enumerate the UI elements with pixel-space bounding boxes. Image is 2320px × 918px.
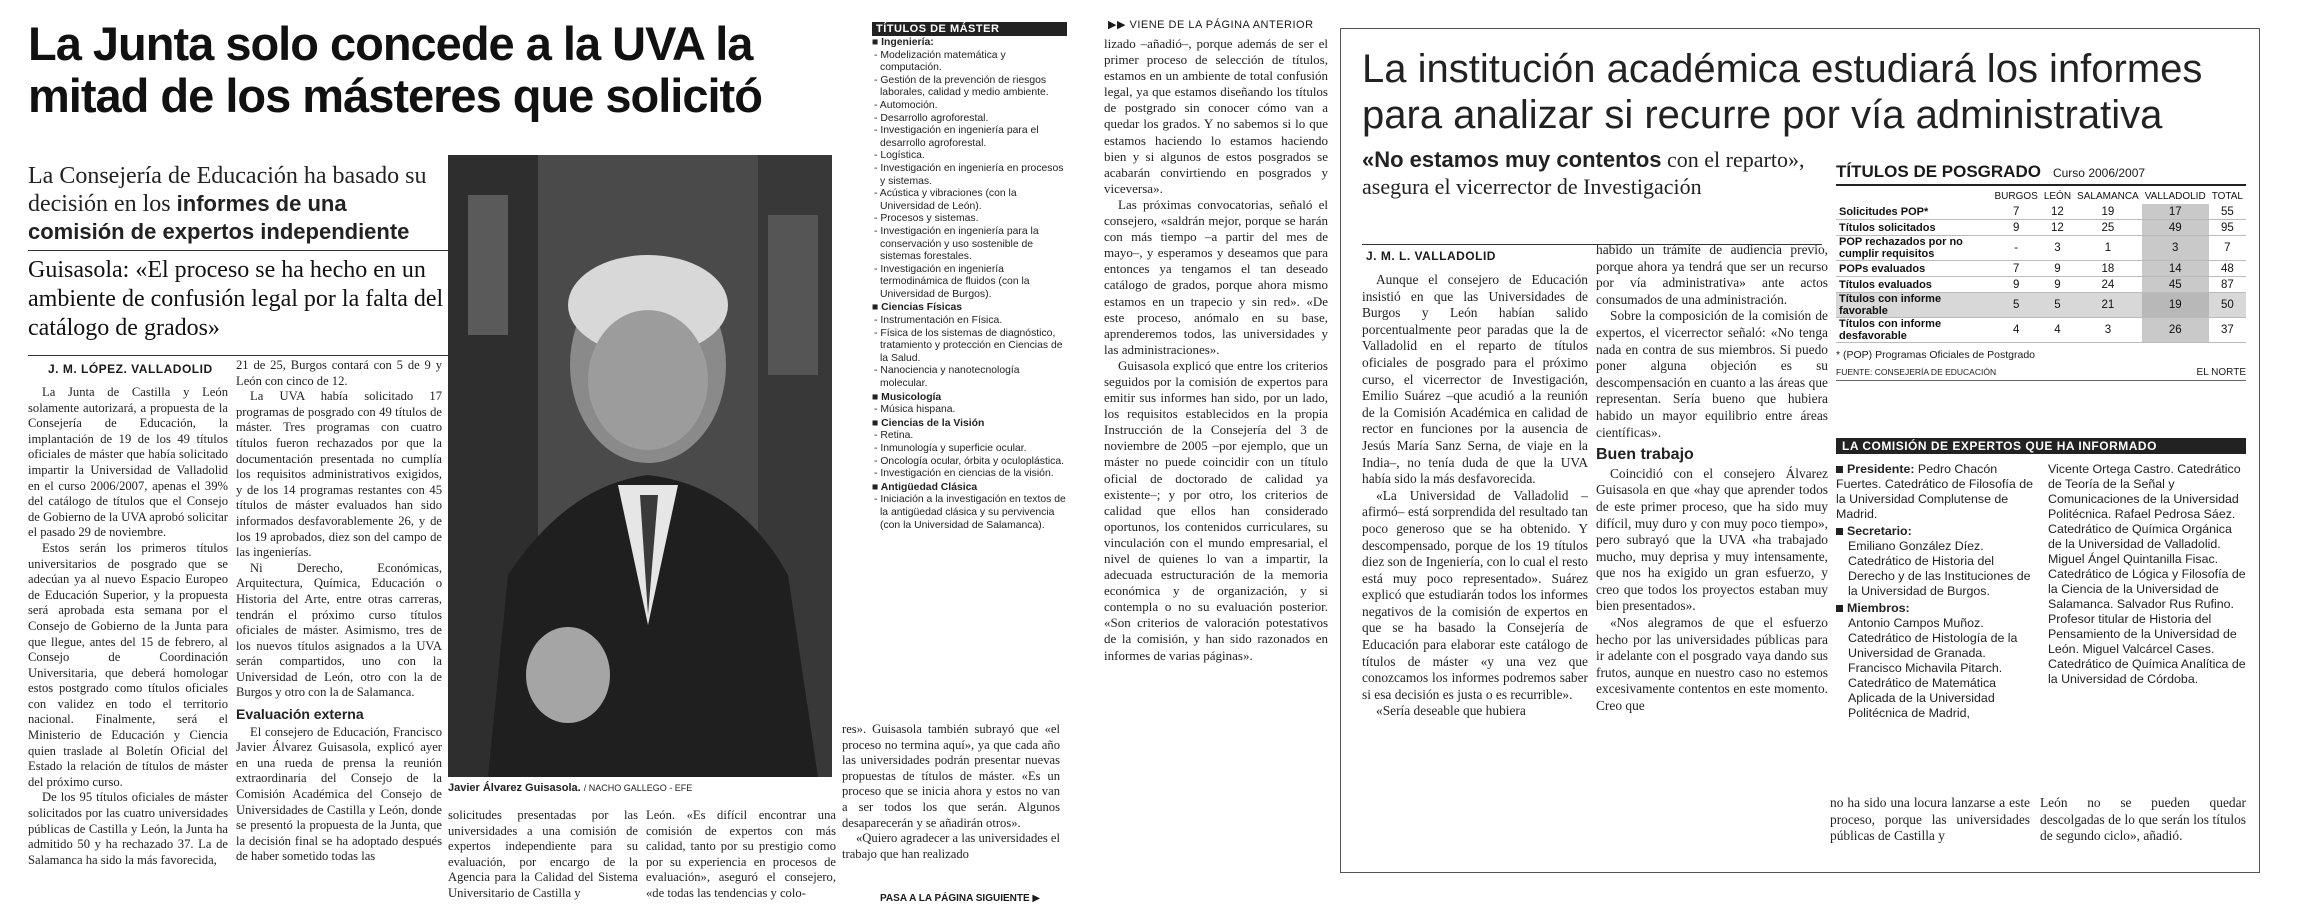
page1-column-1 [28,385,228,905]
sidebar-item: - Investigación en ciencias de la visión. [874,468,1054,480]
posgrado-table-block [1836,162,2246,381]
row-label: Títulos con informe favorable [1836,293,1991,318]
column-header: SALAMANCA [2077,190,2139,202]
paragraph: Guisasola explicó que entre los criterios seguidos por la comisión de expertos para emitir sus informes han sido, por un lado, los requisitos establecidos en la propia Instrucción de la Consejería del 3 de noviembre de 2005 –por ejemplo, que un máster no puede coincidir con un título oficial de doctorado de calidad ya existente–; y por otro, los criterios de calidad que ellos han considerado oportunos, los contenidos curriculares, su vinculación con el mundo empresarial, el nivel de quienes lo van a impartir, la adecuada estructuración de la memoria económica y de organización, y si contempla o no su evaluación posterior. «Son criterios de valoración potestativos de la comisión, y han sido razonados en informes de varias páginas». [1104,357,1328,663]
page1-pull-quote: Guisasola: «El proceso se ha hecho en un ambiente de confusión legal por la falta del catálogo de grados» [28,257,444,341]
table-cell: 9 [2041,277,2074,293]
table-cell: 50 [2209,293,2246,318]
page1-column-2 [236,358,442,918]
divider [28,355,448,356]
table-cell: 24 [2074,277,2142,293]
table-cell: 18 [2074,261,2142,277]
deck-rest: con el reparto», asegura el vicerrector de Investigación [1362,147,1805,199]
table-header-row [1836,188,2246,204]
row-label: Títulos con informe desfavorable [1836,318,1991,343]
sidebar-category: ■ Antigüedad Clásica [872,481,978,493]
bullet-square-icon [1836,528,1843,535]
sidebar-heading: TÍTULOS DE MÁSTER [872,22,1067,36]
paragraph: Las próximas convocatorias, señaló el consejero, «saldrán mejor, porque se harán con más tiempo –a partir del mes de mayo–, y esperamos y deseamos que para entonces ya tengamos el tan deseado catálogo de grados, porque ahora mismo estamos en un trapecio y sin red». «De este proceso, anómalo en su base, aprenderemos todos, las universidades y las administraciones». [1104,196,1328,357]
table-cell: 14 [2142,261,2209,277]
paragraph: Coincidió con el consejero Álvarez Guisasola en que «hay que aprender todos de este primer proceso, que ha sido muy difícil, muy duro y con muy poco tiempo», pero subrayó que la UVA «ha trabajado mucho, muy deprisa y muy intensamente, que nos ha exigido un gran esfuerzo, y creo que todos los proyectos estaban muy bien presentados». [1596,465,1828,614]
posgrado-table [1836,188,2246,343]
table-cell: 55 [2209,204,2246,220]
column-header: VALLADOLID [2144,190,2206,202]
sidebar-item: - Investigación en ingeniería para la conservación y uso sostenible de sistemas forestales. [874,225,1039,263]
sidebar-item: - Acústica y vibraciones (con la Universidad de León). [874,188,1017,212]
middle-column [1104,36,1328,896]
sidebar-item: - Oncología ocular, órbita y oculoplástica. [874,455,1065,467]
secretary-entry [1836,524,2042,539]
table-cell: 26 [2142,318,2209,343]
sidebar-category: ■ Ingeniería: [872,37,934,48]
row-label: POPs evaluados [1836,261,1991,277]
table-source: FUENTE: CONSEJERÍA DE EDUCACIÓN [1836,367,1997,377]
subtitle-part-b: informes de una comisión de expertos independiente [28,191,410,244]
paragraph: lizado –añadió–, porque además de ser el primer proceso de selección de títulos, estamos en un ambiente de total confusión legal, ya que estamos diseñando los títulos de postgrado sin conocer cómo van a quedar los grados. Y no sabemos si lo que estamos haciendo lo estamos haciendo bien y si algunos de estos posgrados se acabarán convirtiendo en posgrados y viceversa». [1104,36,1328,196]
sidebar-item: - Iniciación a la investigación en textos de la antigüedad clásica y su pervivencia (con la Universidad de Salamanca). [874,494,1066,531]
paragraph: La UVA había solicitado 17 programas de posgrado con 49 títulos de máster. Tres programas con cuatro títulos fueron rechazados por que la documentación presentada no cumplía los requisitos administrativos exigidos, y de los 14 programas restantes con 45 títulos de máster evaluados han sido informados desfavorablemente 26, y de los 19 aprobados, diez son del campo de las ingenierías. [236,389,442,560]
table-cell: 3 [2041,236,2074,261]
paragraph: «La Universidad de Valladolid –afirmó– está sorprendida del resultado tan poco generoso que se ha obtenido. Y descompensado, porque de los 19 títulos diez son de Ingeniería, con lo cual el resto está muy poco representado». Suárez explicó que estudiarán todos los informes negativos de la comisión de expertos en que se ha basado la Consejería de Educación para elaborar este catálogo de títulos de máster «y una vez que conozcamos los informes podremos saber si esa decisión es justa o es recurrible». [1362,487,1588,702]
secretary-text: Emiliano González Díez. Catedrático de Historia del Derecho y de las Instituciones de la Universidad de Burgos. [1848,539,2031,598]
table-cell: 5 [1991,293,2040,318]
table-row [1836,236,2246,261]
table-cell: 5 [2041,293,2074,318]
table-row [1836,220,2246,236]
paragraph: 21 de 25, Burgos contará con 5 de 9 y León con cinco de 12. [236,358,442,388]
table-cell: 3 [2142,236,2209,261]
members-entry [1836,601,2042,616]
paragraph: De los 95 títulos oficiales de máster solicitados por las cuatro universidades públicas de Castilla y León, la Junta ha admitido 50 y ha rechazado 37. La de Salamanca ha sido la más favorecida, [28,790,228,867]
page2-column-1 [1362,272,1588,872]
page2-byline: J. M. L. VALLADOLID [1366,249,1496,263]
table-course: Curso 2006/2007 [2052,166,2146,180]
sidebar-item: - Investigación en ingeniería termodinámica de fluidos (con la Universidad de Burgos). [874,263,1030,300]
paragraph: «Quiero agradecer a las universidades el trabajo que han realizado [842,831,1060,861]
sidebar-category: ■ Ciencias Físicas [872,302,963,314]
column-header: BURGOS [1994,190,2038,202]
sidebar-item: - Procesos y sistemas. [874,213,979,225]
bullet-square-icon [1836,466,1843,473]
table-cell: 19 [2142,293,2209,318]
photo-caption [448,782,692,794]
paragraph: León. «Es difícil encontrar una comisión de expertos con más calidad, tanto por su prestigio como por su experiencia en procesos de evaluación», aseguró el consejero, «de todas las tendencias y colo- [646,808,836,900]
table-cell: 37 [2209,318,2246,343]
table-cell: 17 [2142,204,2209,220]
paragraph: Sobre la composición de la comisión de expertos, el vicerrector señaló: «No tenga nada en contra de sus miembros. Si puedo poner alguna objeción es su descompensación en cuanto a las áreas que representan. Sería bueno que hubiera habido un mayor equilibrio entre áreas científicas». [1596,308,1828,440]
subtitle-part-a: La Consejería de Educación ha basado su decisión en los [28,163,427,217]
table-row [1836,277,2246,293]
deck-bold: «No estamos muy contentos [1362,147,1662,172]
continues-label: PASA A LA PÁGINA SIGUIENTE [880,893,1030,904]
row-label: Títulos solicitados [1836,220,1991,236]
sidebar-item: - Modelización matemática y computación. [874,49,1006,74]
table-row [1836,204,2246,220]
sidebar-list [872,37,1067,532]
table-cell: 3 [2074,318,2142,343]
table-cell: 7 [1991,261,2040,277]
page2-column-4: León no se pueden quedar descolgadas de lo que serán los títulos de segundo ciclo», añadió. [2040,795,2246,844]
column-header: TOTAL [2211,190,2243,202]
table-source-row [1836,367,2246,381]
continued-from-previous: ▶▶ VIENE DE LA PÁGINA ANTERIOR [1108,19,1314,31]
table-cell: 25 [2074,220,2142,236]
paragraph: Aunque el consejero de Educación insistió en que las Universidades de Burgos y León habían salido porcentualmente peor paradas que la de Valladolid en el reparto de títulos oficiales de posgrado para el próximo curso, el vicerrector de Investigación, Emilio Suárez –que acudió a la reunión de la Comisión Académica en calidad de rector en funciones por la ausencia de Jesús María Sanz Serna, de viaje en la India–, no tenía duda de que la UVA había sido la más desfavorecida. [1362,272,1588,487]
table-row [1836,293,2246,318]
table-cell: 9 [1991,277,2040,293]
table-cell: 9 [1991,220,2040,236]
table-cell: 48 [2209,261,2246,277]
table-cell: 12 [2041,220,2074,236]
sidebar-item: - Automoción. [874,99,938,111]
portrait-photo [448,155,832,777]
paragraph: La Junta de Castilla y León solamente autorizará, a propuesta de la Consejería de Educación, la implantación de 19 de los 49 títulos oficiales de máster que había solicitado impartir la Universidad de Valladolid en el curso 2006/2007, apenas el 39% del catálogo de títulos que el Consejo de Gobierno de la UVA aprobó solicitar el pasado 29 de noviembre. [28,385,228,540]
commission-heading: LA COMISIÓN DE EXPERTOS QUE HA INFORMADO [1836,438,2246,454]
section-heading: Evaluación externa [236,706,364,723]
table-header [1836,162,2246,186]
table-footnote: * (POP) Programas Oficiales de Postgrado [1836,349,2035,361]
sidebar-category: ■ Ciencias de la Visión [872,417,985,429]
table-cell: 4 [1991,318,2040,343]
section-heading: Buen trabajo [1596,446,1694,464]
table-cell: 95 [2209,220,2246,236]
paragraph: Estos serán los primeros títulos universitarios de posgrado que se adecúan ya al nuevo Espacio Europeo de Educación Superior, y la propuesta será aprobada esta semana por el Consejo de Gobierno de la Junta para que llegue, antes del 15 de febrero, al Consejo de Coordinación Universitaria, que deberá homologar estos postgrado como títulos oficiales con validez en todo el territorio nacional. Finalmente, será el Ministerio de Educación y Ciencia quien traslade al Boletín Oficial del Estado la relación de títulos de máster del próximo curso. [28,540,228,789]
table-cell: 21 [2074,293,2142,318]
paragraph: res». Guisasola también subrayó que «el proceso no termina aquí», ya que cada año las universidades podrán presentar nuevas propuestas de títulos de máster. «Es un proceso que se inicia ahora y estos no van a ser todos los que serán. Algunos desaparecerán y se añadirán otros». [842,722,1060,830]
table-cell: 9 [2041,261,2074,277]
table-cell: - [1991,236,2040,261]
sidebar-item: - Instrumentación en Física. [874,315,1003,327]
photo-credit: / NACHO GALLEGO - EFE [583,783,693,793]
page2-column-3: no ha sido una locura lanzarse a este proceso, porque las universidades públicas de Castilla y [1830,795,2030,844]
sidebar-item: - Inmunología y superficie ocular. [874,443,1027,454]
sidebar-item: - Investigación en ingeniería para el desarrollo agroforestal. [874,125,1039,149]
paragraph: solicitudes presentadas por las universidades a una comisión de expertos independiente para su evaluación, por encargo de la Agencia para la Calidad del Sistema Universitario de Castilla y [448,808,638,900]
table-corner [1836,188,1991,204]
paragraph: «Nos alegramos de que el esfuerzo hecho por las universidades públicas para ir adelante con el posgrado vaya dando sus frutos, aunque en nuestro caso no estemos excesivamente contentos en este momento. Creo que [1596,615,1828,714]
page1-byline: J. M. LÓPEZ. VALLADOLID [48,362,213,376]
paragraph: habido un trámite de audiencia previo, porque ahora ya tendrá que ser un recurso por vía administrativa» ante actos consumados de una administración. [1596,242,1828,307]
sidebar-category: ■ Musicología [872,391,942,403]
sidebar-item: - Retina. [874,430,914,442]
table-cell: 7 [1991,204,2040,220]
sidebar-item: - Investigación en ingeniería en procesos y sistemas. [874,162,1064,187]
commission-right: Vicente Ortega Castro. Catedrático de Teoría de la Señal y Comunicaciones de la Universidad Politécnica. Rafael Pedrosa Sáez. Catedrático de Química Orgánica de la Universidad de Valladolid. Miguel Ángel Quintanilla Fisac. Catedrático de Lógica y Filosofía de la Ciencia de la Universidad de Salamanca. Salvador Rus Rufino. Profesor titular de Historia del Pensamiento de la Universidad de León. Miguel Valcárcel Cases. Catedrático de Química Analítica de la Universidad de Córdoba. [2048,462,2246,686]
divider [28,250,448,251]
page1-headline: La Junta solo concede a la UVA la mitad de los másteres que solicitó [28,17,762,122]
continues-next-page: PASA A LA PÁGINA SIGUIENTE ▶ [880,893,1041,904]
paragraph: Ni Derecho, Económicas, Arquitectura, Química, Educación o Historia del Arte, entre otras carreras, tendrán el próximo curso títulos oficiales de máster. Asimismo, tres de los nuevos títulos asignados a la UVA serán compartidos, uno con la Universidad de León, otro con la de Burgos y otro con la de Salamanca. [236,560,442,700]
page2-headline: La institución académica estudiará los informes para analizar si recurre por vía administrativa [1362,47,2203,137]
bullet-square-icon [1836,605,1843,612]
continued-label: VIENE DE LA PÁGINA ANTERIOR [1129,19,1314,31]
paragraph: «Sería deseable que hubiera [1376,703,1526,719]
president-text: Pedro Chacón Fuertes. Catedrático de Filosofía de la Universidad Complutense de Madrid. [1836,462,2033,521]
page1-column-3 [448,808,638,918]
table-cell: 49 [2142,220,2209,236]
table-row [1836,261,2246,277]
portrait-image [448,155,832,777]
table-cell: 7 [2209,236,2246,261]
table-cell: 12 [2041,204,2074,220]
brand-label: EL NORTE [2196,367,2246,378]
commission-block [1836,438,2246,454]
sidebar-item: - Nanociencia y nanotecnología molecular. [874,365,1020,390]
row-label: Solicitudes POP* [1836,204,1991,220]
row-label: Títulos evaluados [1836,277,1991,293]
sidebar-item: - Desarrollo agroforestal. [874,112,989,124]
members-label: Miembros: [1847,601,1910,615]
sidebar-item: - Gestión de la prevención de riesgos laborales, calidad y medio ambiente. [874,74,1049,99]
table-cell: 87 [2209,277,2246,293]
president-label: Presidente: [1847,462,1915,476]
masters-sidebar [872,22,1067,878]
table-cell: 19 [2074,204,2142,220]
table-cell: 1 [2074,236,2142,261]
table-row [1836,318,2246,343]
secretary-label: Secretario: [1847,524,1912,538]
page1-column-4 [646,808,836,918]
sidebar-item: - Física de los sistemas de diagnóstico, tratamiento y protección en Ciencias de la Salud. [874,327,1063,364]
sidebar-item: - Música hispana. [874,404,956,416]
page1-subtitle [28,162,448,246]
page2-deck [1362,146,1832,200]
paragraph: El consejero de Educación, Francisco Javier Álvarez Guisasola, explicó ayer en una rueda de prensa la reunión extraordinaria del Consejo de la Comisión Académica del Consejo de Universidades de Castilla y León, donde se presentó la propuesta de la Junta, que la decisión final se ha adoptado después de haber sometido todas las [236,724,442,864]
caption-text: Javier Álvarez Guisasola. [448,782,581,794]
commission-left [1836,462,2042,721]
president-entry [1836,462,2042,522]
table-cell: 45 [2142,277,2209,293]
row-label: POP rechazados por no cumplir requisitos [1836,236,1991,261]
members-left-text: Antonio Campos Muñoz. Catedrático de Histología de la Universidad de Granada. Francisco Michavila Pitarch. Catedrático de Matemática Aplicada de la Universidad Politécnica de Madrid, [1848,616,2018,720]
page2-column-2 [1596,242,1828,872]
sidebar-item: - Logística. [874,150,925,162]
table-cell: 4 [2041,318,2074,343]
column-header: LEÓN [2043,190,2072,202]
table-title: TÍTULOS DE POSGRADO [1836,162,2041,181]
